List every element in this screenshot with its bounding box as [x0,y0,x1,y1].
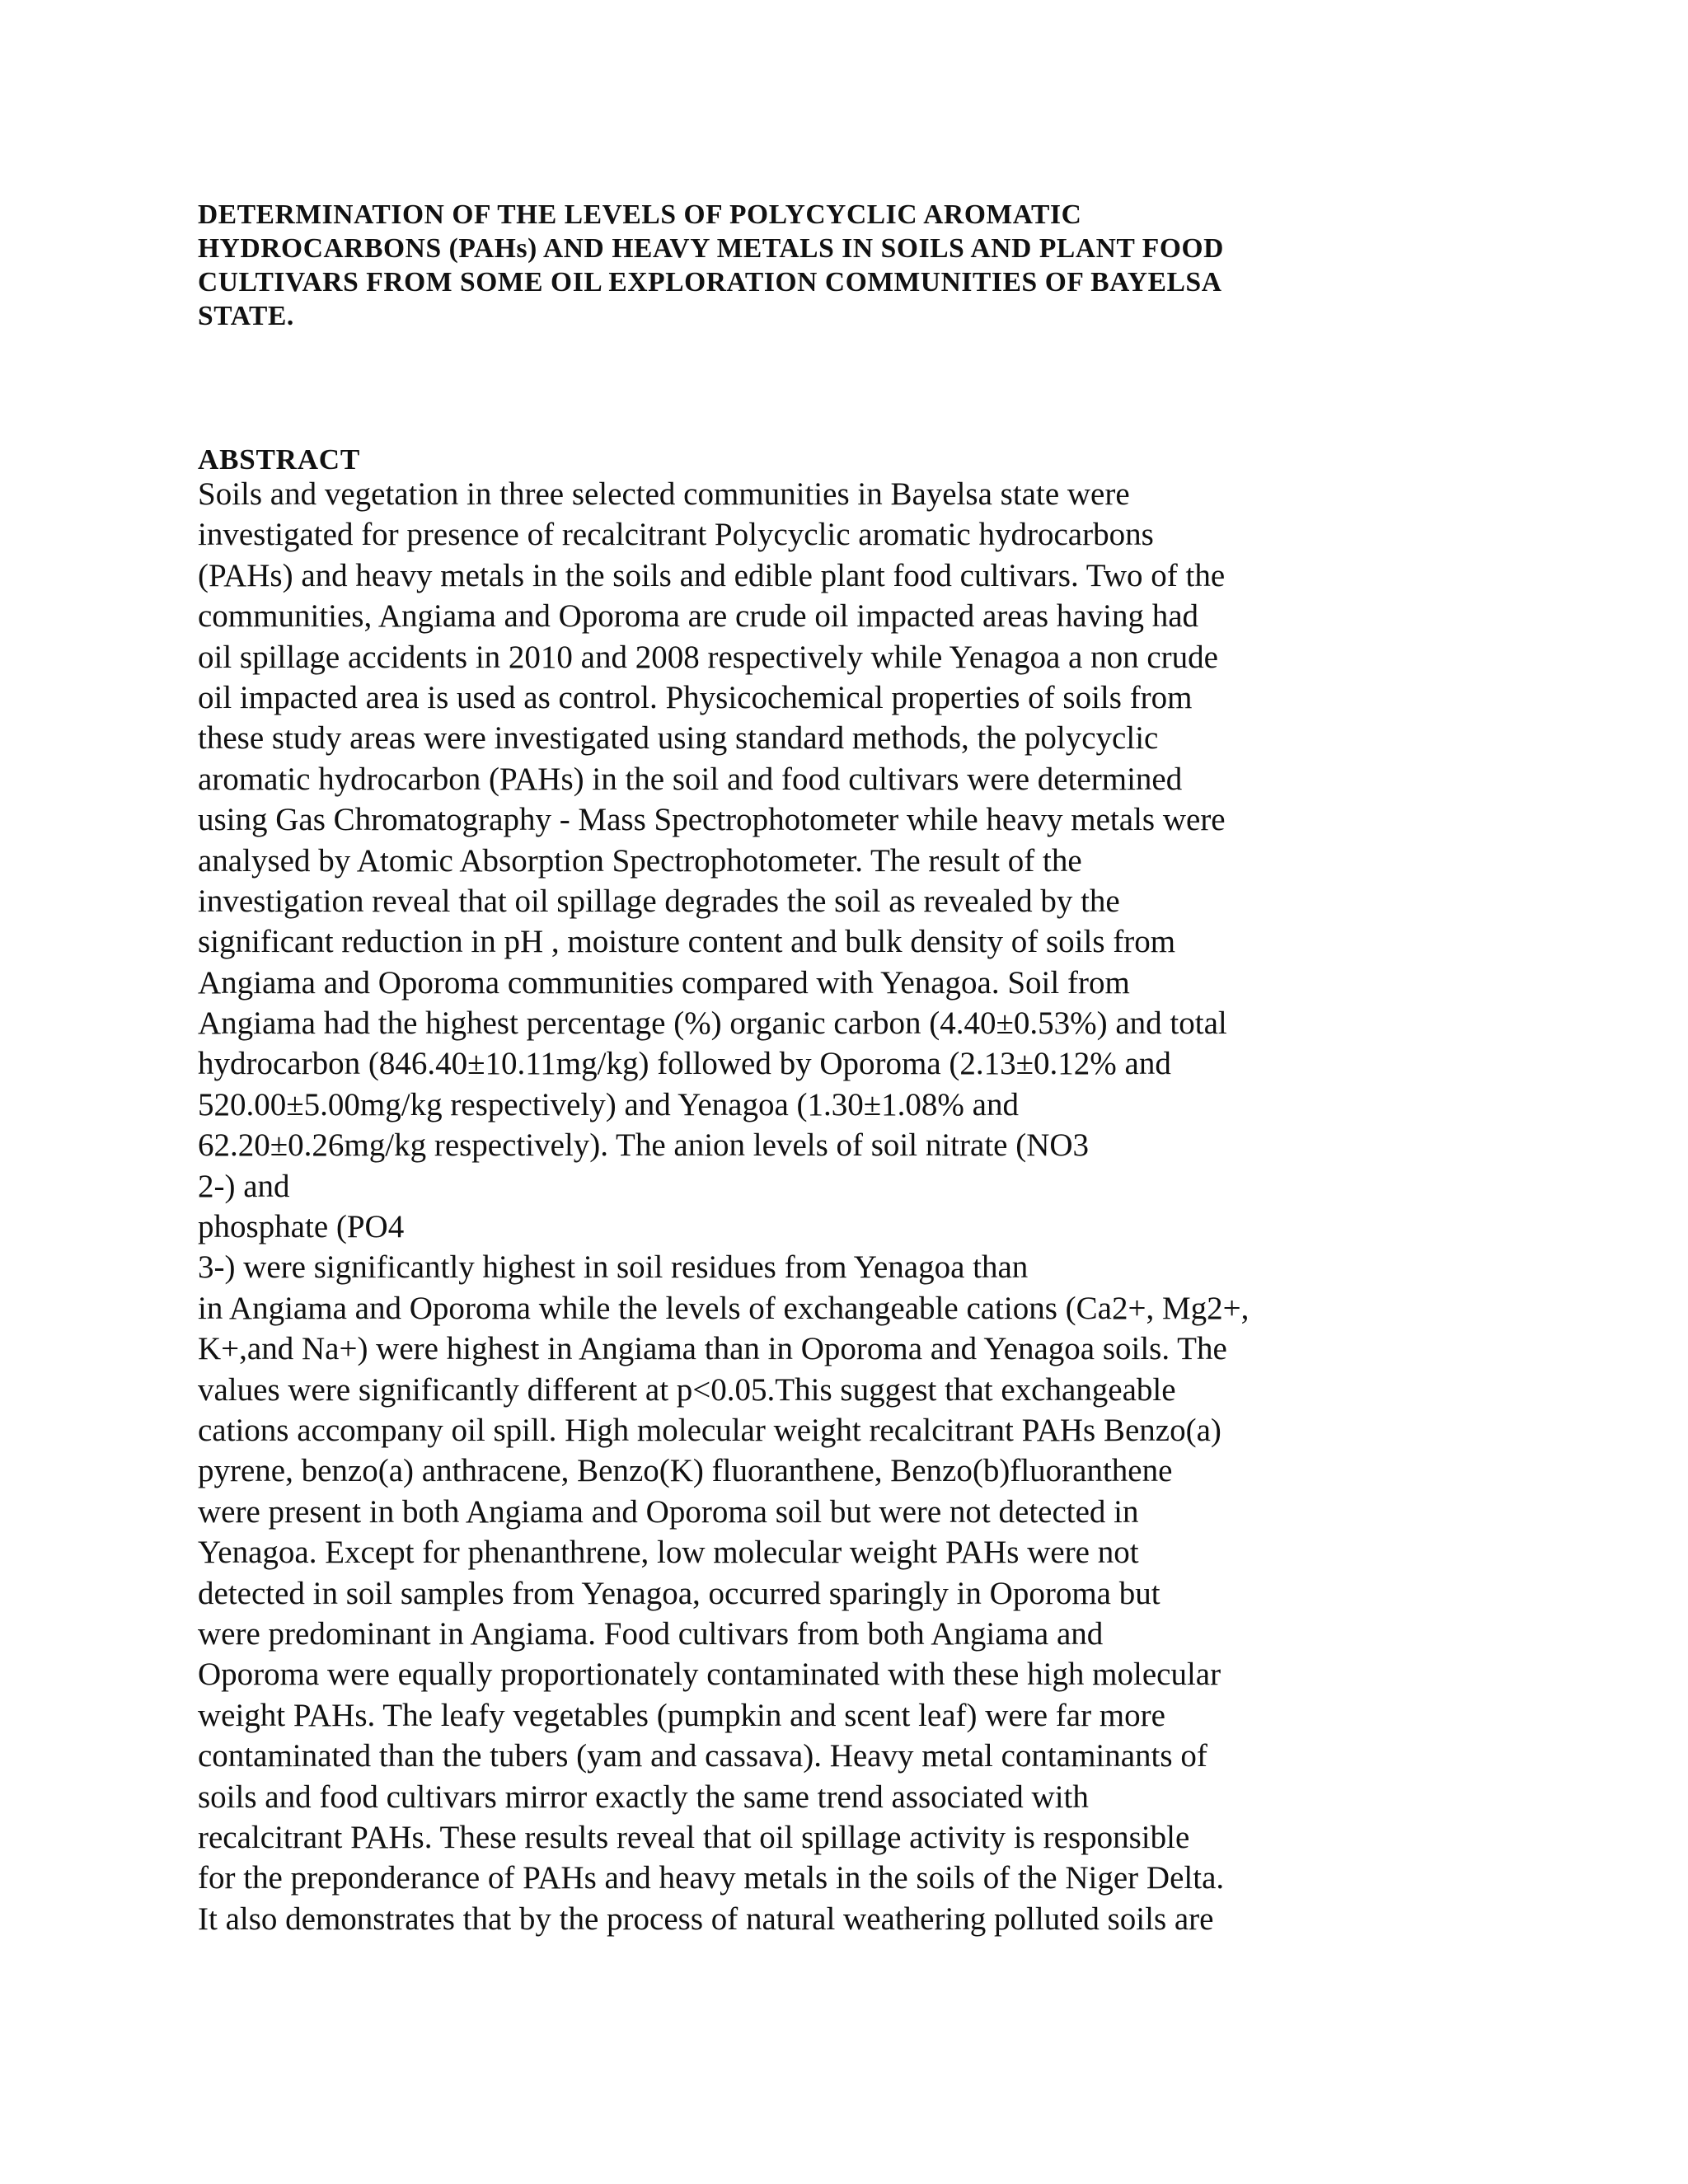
abstract-line: values were significantly different at p<0.05.This suggest that exchangeable [198,1371,1176,1408]
abstract-line: Oporoma were equally proportionately contaminated with these high molecular [198,1657,1221,1693]
abstract-line: K+,and Na+) were highest in Angiama than in Oporoma and Yenagoa soils. The [198,1331,1227,1367]
abstract-line: contaminated than the tubers (yam and cassava). Heavy metal contaminants of [198,1738,1207,1774]
abstract-line: communities, Angiama and Oporoma are crude oil impacted areas having had [198,598,1199,635]
title-line: HYDROCARBONS (PAHs) AND HEAVY METALS IN SOILS AND PLANT FOOD [198,233,1224,264]
abstract-line: using Gas Chromatography - Mass Spectrophotometer while heavy metals were [198,802,1226,838]
abstract-line: were predominant in Angiama. Food cultivars from both Angiama and [198,1615,1104,1652]
abstract-line: analysed by Atomic Absorption Spectrophotometer. The result of the [198,842,1082,879]
title-line: DETERMINATION OF THE LEVELS OF POLYCYCLIC AROMATIC [198,199,1082,230]
abstract-body [198,474,1418,1939]
abstract-line: oil impacted area is used as control. Physicochemical properties of soils from [198,679,1193,715]
abstract-line: 2-) and [198,1168,290,1204]
title-line: STATE. [198,301,294,331]
abstract-line: 520.00±5.00mg/kg respectively) and Yenagoa (1.30±1.08% and [198,1086,1019,1122]
paper-title [198,198,1401,333]
abstract-line: hydrocarbon (846.40±10.11mg/kg) followed by Oporoma (2.13±0.12% and [198,1046,1171,1082]
abstract-line: were present in both Angiama and Oporoma soil but were not detected in [198,1493,1139,1530]
abstract-line: detected in soil samples from Yenagoa, occurred sparingly in Oporoma but [198,1575,1160,1611]
abstract-line: Soils and vegetation in three selected communities in Bayelsa state were [198,476,1130,512]
abstract-line: weight PAHs. The leafy vegetables (pumpkin and scent leaf) were far more [198,1697,1165,1733]
abstract-line: pyrene, benzo(a) anthracene, Benzo(K) fluoranthene, Benzo(b)fluoranthene [198,1453,1173,1489]
abstract-line: Yenagoa. Except for phenanthrene, low molecular weight PAHs were not [198,1535,1139,1571]
abstract-line: (PAHs) and heavy metals in the soils and edible plant food cultivars. Two of the [198,557,1226,593]
abstract-line: Angiama and Oporoma communities compared with Yenagoa. Soil from [198,964,1130,1001]
abstract-line: Angiama had the highest percentage (%) organic carbon (4.40±0.53%) and total [198,1005,1227,1042]
abstract-line: It also demonstrates that by the process of natural weathering polluted soils are [198,1900,1214,1937]
abstract-line: 62.20±0.26mg/kg respectively). The anion levels of soil nitrate (NO3 [198,1127,1090,1164]
abstract-line: in Angiama and Oporoma while the levels of exchangeable cations (Ca2+, Mg2+, [198,1290,1250,1326]
abstract-line: recalcitrant PAHs. These results reveal that oil spillage activity is responsible [198,1819,1190,1855]
abstract-line: investigated for presence of recalcitrant Polycyclic aromatic hydrocarbons [198,517,1154,553]
abstract-line: cations accompany oil spill. High molecular weight recalcitrant PAHs Benzo(a) [198,1412,1221,1448]
abstract-line: 3-) were significantly highest in soil residues from Yenagoa than [198,1249,1029,1286]
abstract-line: oil spillage accidents in 2010 and 2008 respectively while Yenagoa a non crude [198,639,1218,675]
abstract-line: soils and food cultivars mirror exactly the same trend associated with [198,1779,1089,1815]
abstract-line: for the preponderance of PAHs and heavy metals in the soils of the Niger Delta. [198,1860,1225,1896]
abstract-line: significant reduction in pH , moisture content and bulk density of soils from [198,924,1176,960]
title-line: CULTIVARS FROM SOME OIL EXPLORATION COMMUNITIES OF BAYELSA [198,267,1222,298]
abstract-line: investigation reveal that oil spillage degrades the soil as revealed by the [198,883,1120,919]
abstract-line: aromatic hydrocarbon (PAHs) in the soil and food cultivars were determined [198,761,1183,797]
abstract-line: phosphate (PO4 [198,1209,405,1245]
abstract-heading: ABSTRACT [198,443,361,476]
abstract-line: these study areas were investigated using standard methods, the polycyclic [198,720,1159,757]
